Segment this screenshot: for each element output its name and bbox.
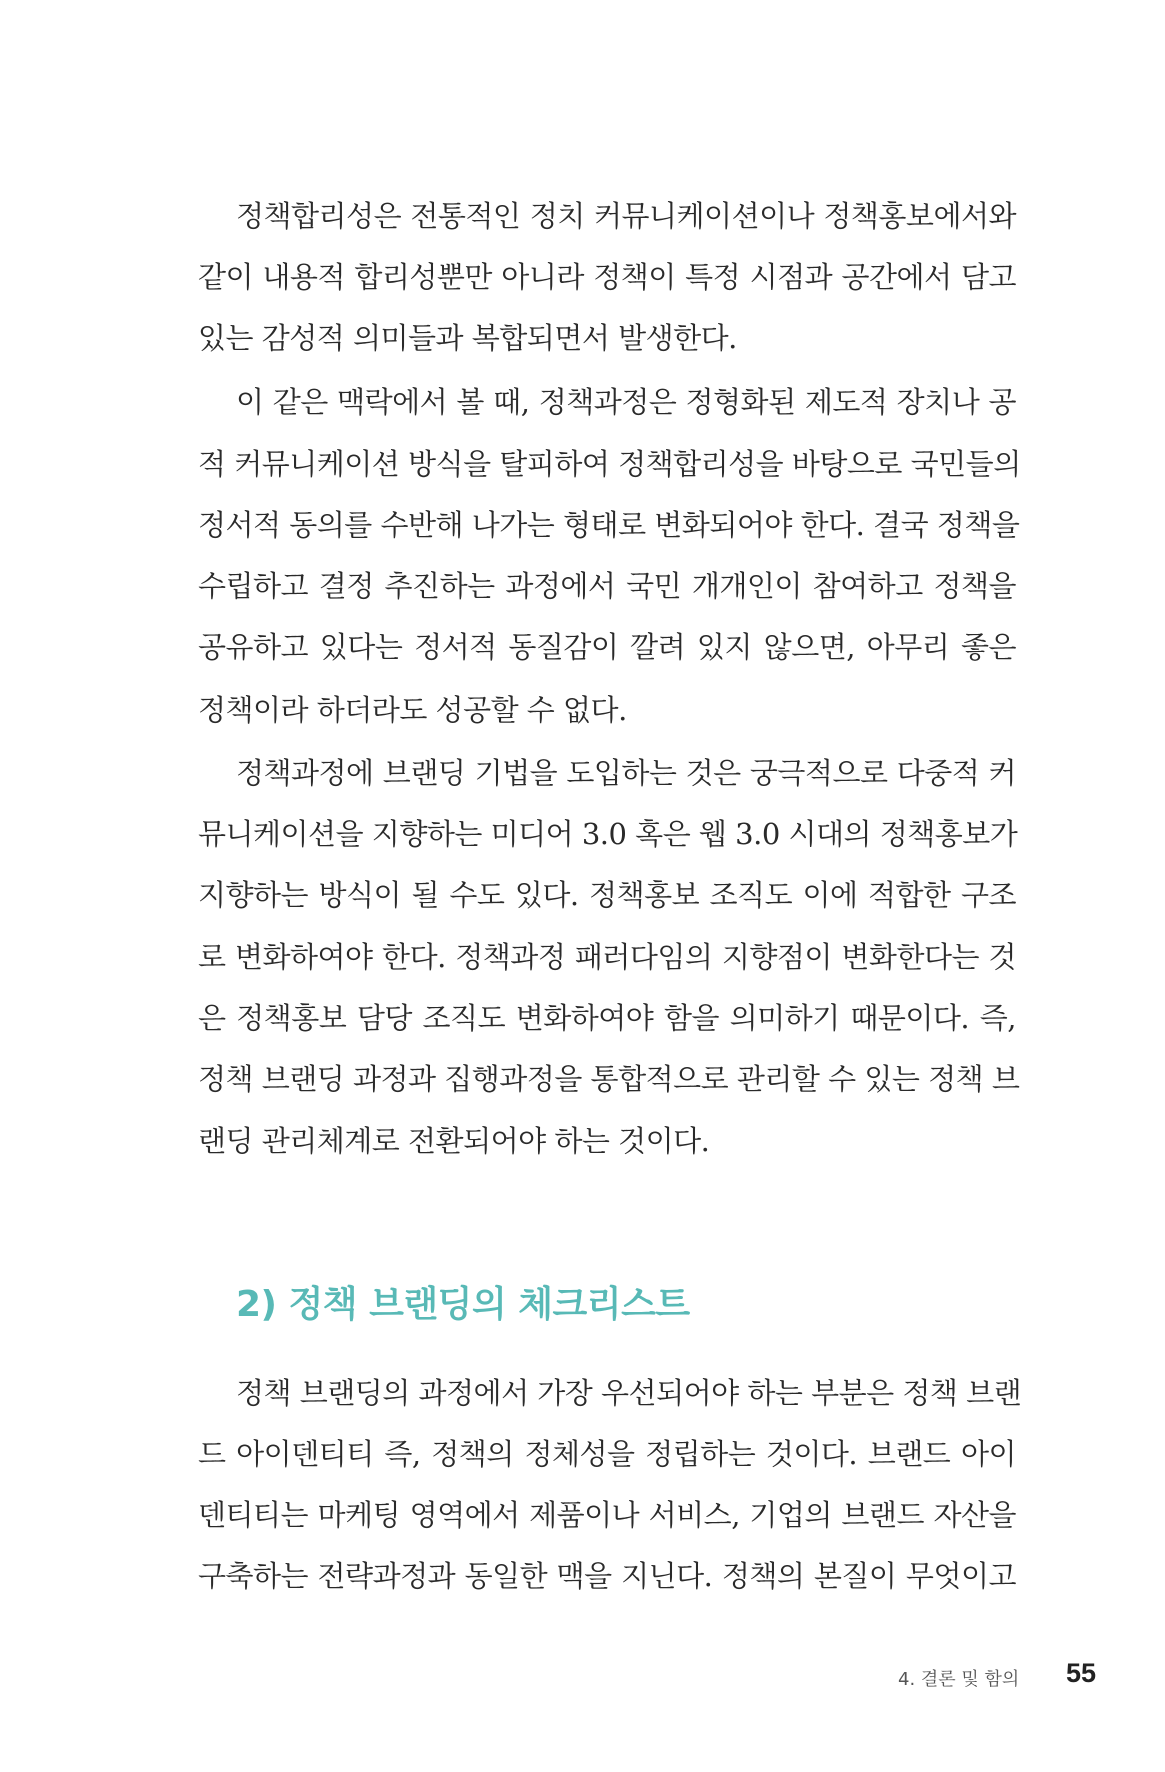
paragraph-2-line-2: 적 커뮤니케이션 방식을 탈피하여 정책합리성을 바탕으로 국민들의: [198, 447, 1021, 481]
paragraph-1-line-3: 있는 감성적 의미들과 복합되면서 발생한다.: [198, 321, 737, 355]
page-number: 55: [1066, 1658, 1097, 1688]
paragraph-3-line-7: 랜딩 관리체계로 전환되어야 하는 것이다.: [198, 1124, 710, 1158]
paragraph-2-line-6: 정책이라 하더라도 성공할 수 없다.: [198, 693, 627, 727]
paragraph-3-line-2: 뮤니케이션을 지향하는 미디어 3.0 혹은 웹 3.0 시대의 정책홍보가: [198, 817, 1018, 851]
paragraph-3-line-1: 정책과정에 브랜딩 기법을 도입하는 것은 궁극적으로 다중적 커: [236, 756, 1016, 790]
section-paragraph-line-1: 정책 브랜딩의 과정에서 가장 우선되어야 하는 부분은 정책 브랜: [236, 1376, 1022, 1410]
paragraph-2-line-3: 정서적 동의를 수반해 나가는 형태로 변화되어야 한다. 결국 정책을: [198, 508, 1020, 542]
section-paragraph-line-4: 구축하는 전략과정과 동일한 맥을 지닌다. 정책의 본질이 무엇이고: [198, 1559, 1016, 1593]
paragraph-3-line-4: 로 변화하여야 한다. 정책과정 패러다임의 지향점이 변화한다는 것: [198, 940, 1016, 974]
paragraph-2-line-1: 이 같은 맥락에서 볼 때, 정책과정은 정형화된 제도적 장치나 공: [236, 385, 1016, 419]
section-paragraph-line-2: 드 아이덴티티 즉, 정책의 정체성을 정립하는 것이다. 브랜드 아이: [198, 1437, 1016, 1471]
paragraph-3-line-5: 은 정책홍보 담당 조직도 변화하여야 함을 의미하기 때문이다. 즉,: [198, 1001, 1016, 1035]
section-heading: 2) 정책 브랜딩의 체크리스트: [236, 1284, 690, 1325]
paragraph-3-line-6: 정책 브랜딩 과정과 집행과정을 통합적으로 관리할 수 있는 정책 브: [198, 1062, 1020, 1096]
paragraph-1-line-1: 정책합리성은 전통적인 정치 커뮤니케이션이나 정책홍보에서와: [236, 199, 1016, 233]
footer-section-label: 4. 결론 및 함의: [898, 1669, 1020, 1690]
paragraph-3-line-3: 지향하는 방식이 될 수도 있다. 정책홍보 조직도 이에 적합한 구조: [198, 878, 1016, 912]
section-paragraph-line-3: 덴티티는 마케팅 영역에서 제품이나 서비스, 기업의 브랜드 자산을: [198, 1498, 1016, 1532]
paragraph-2-line-5: 공유하고 있다는 정서적 동질감이 깔려 있지 않으면, 아무리 좋은: [198, 630, 1016, 664]
paragraph-1-line-2: 같이 내용적 합리성뿐만 아니라 정책이 특정 시점과 공간에서 담고: [198, 260, 1016, 294]
paragraph-2-line-4: 수립하고 결정 추진하는 과정에서 국민 개개인이 참여하고 정책을: [198, 569, 1016, 603]
